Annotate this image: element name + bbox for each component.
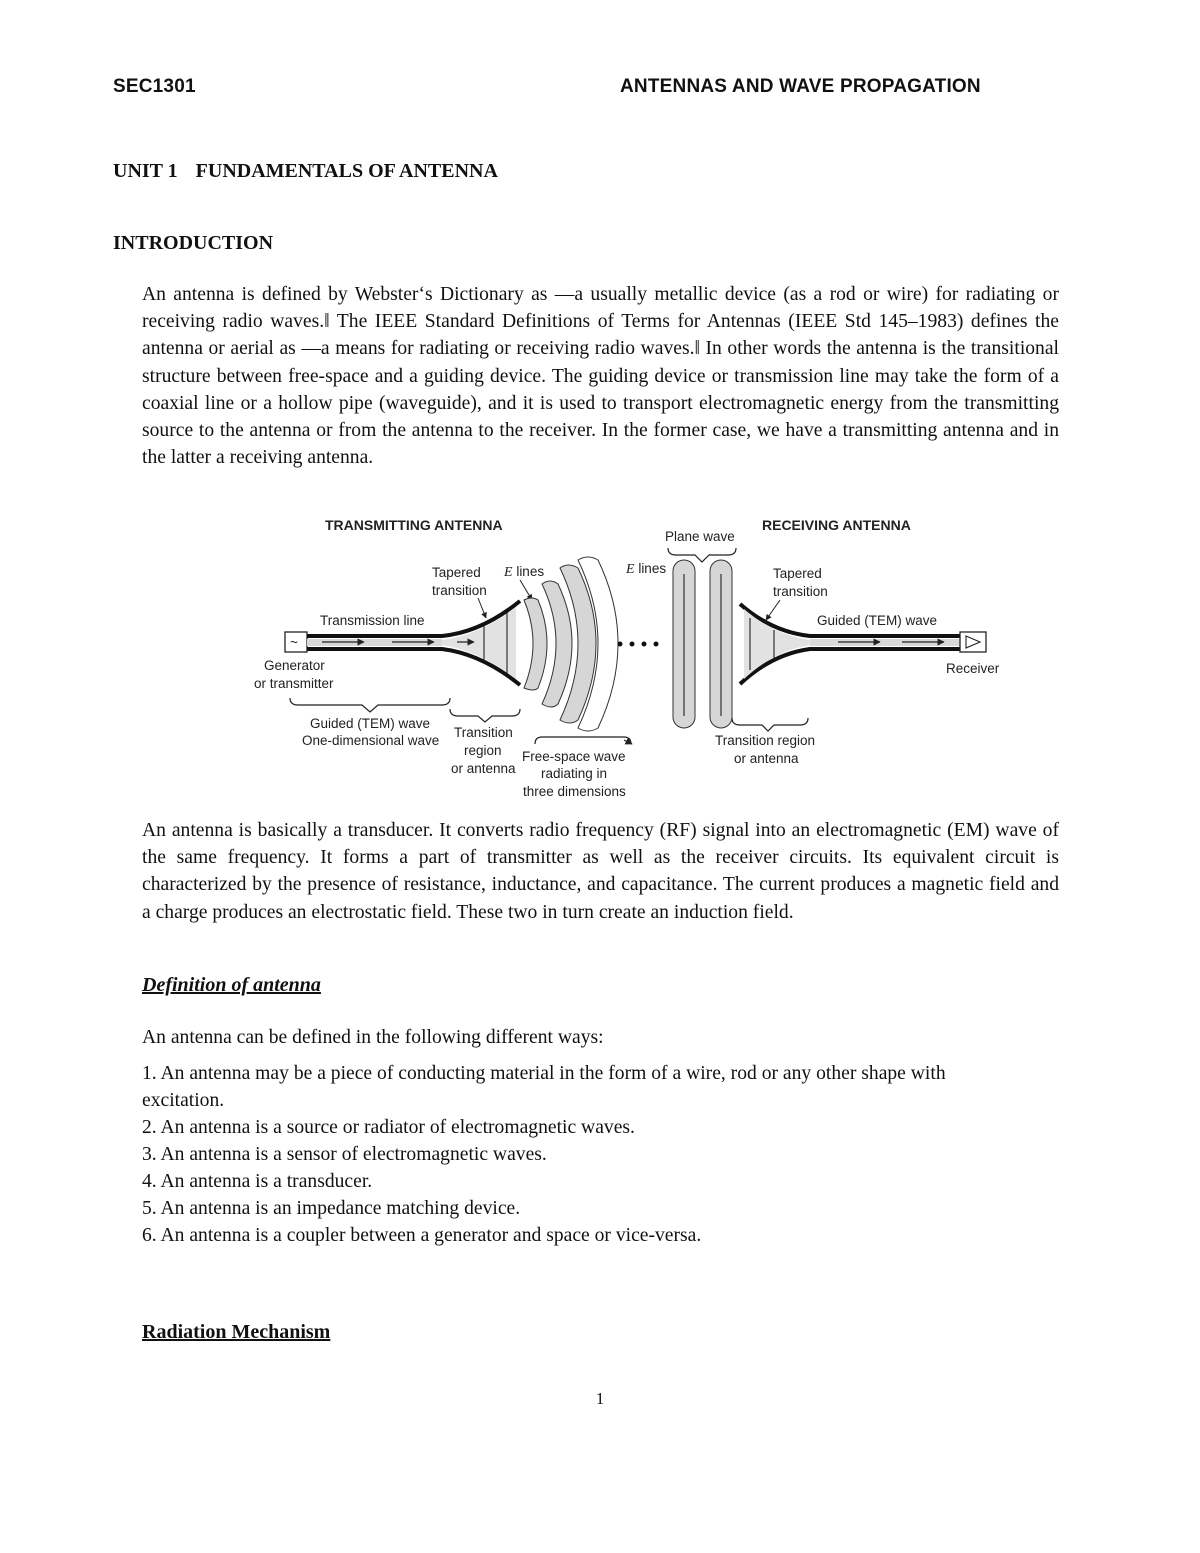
definition-item: 1. An antenna may be a piece of conducting material in the form of a wire, rod or any other shape with excitation.: [142, 1063, 946, 1111]
tx-wavefront-1: [524, 598, 547, 690]
free-space-label-2: radiating in: [541, 766, 608, 781]
tx-transition-label-1: Transition: [454, 725, 513, 740]
rx-guided-tem-label: Guided (TEM) wave: [817, 613, 938, 628]
definition-item: 4. An antenna is a transducer.: [142, 1171, 373, 1192]
definition-item: 3. An antenna is a sensor of electromagnetic waves.: [142, 1144, 547, 1165]
propagation-dot-2: [630, 642, 635, 647]
tx-e-lines-label: E lines: [504, 564, 545, 580]
tx-guided-label-2: One-dimensional wave: [302, 733, 440, 748]
generator-symbol: ~: [290, 635, 298, 650]
rx-transition-label-1: Transition region: [715, 733, 816, 748]
tx-guided-brace: [290, 698, 450, 712]
unit-heading: [113, 160, 498, 183]
tx-tapered-label-1: Tapered: [432, 565, 481, 580]
rx-tapered-pointer: [766, 600, 780, 620]
tx-transition-label-2: region: [464, 743, 502, 758]
receiver-box: [960, 632, 986, 652]
tx-tapered-label-2: transition: [432, 583, 487, 598]
transducer-paragraph: An antenna is basically a transducer. It converts radio frequency (RF) signal into an electromagnetic (EM) wave of the same frequency. It forms a part of transmitter as well as the receiver circuits. Its equivalent circuit is characterized by the presence of resistance, inductance, and capacitance. The current produces a magnetic field and a charge produces an electrostatic field. These two in turn create an induction field.: [142, 820, 1059, 923]
definition-item: 5. An antenna is an impedance matching device.: [142, 1198, 521, 1219]
course-code: SEC1301: [113, 76, 196, 97]
generator-label-2: or transmitter: [254, 676, 334, 691]
rx-transition-label-2: or antenna: [734, 751, 799, 766]
plane-wave-brace: [668, 548, 736, 562]
definition-heading: Definition of antenna: [142, 974, 321, 996]
definition-item: 2. An antenna is a source or radiator of electromagnetic waves.: [142, 1117, 635, 1138]
propagation-dot-4: [654, 642, 659, 647]
unit-title: FUNDAMENTALS OF ANTENNA: [195, 160, 498, 182]
propagation-dot-1: [618, 642, 623, 647]
propagation-dot-3: [642, 642, 647, 647]
radiation-mechanism-heading: Radiation Mechanism: [142, 1321, 331, 1343]
tx-transition-label-3: or antenna: [451, 761, 516, 776]
definition-list: [142, 1060, 1022, 1249]
definition-intro: An antenna can be defined in the following different ways:: [142, 1027, 604, 1048]
definition-item: 6. An antenna is a coupler between a generator and space or vice-versa.: [142, 1225, 702, 1246]
receiver-label: Receiver: [946, 661, 1000, 676]
rx-transition-brace: [732, 718, 808, 731]
plane-wave-label: Plane wave: [665, 529, 735, 544]
rx-e-lines-label: E lines: [626, 561, 667, 577]
unit-number: UNIT 1: [113, 160, 178, 182]
generator-label-1: Generator: [264, 658, 325, 673]
tx-tapered-pointer: [478, 598, 486, 618]
antenna-diagram: [252, 508, 1012, 808]
introduction-paragraph: An antenna is defined by Webster‘s Dictionary as ―a usually metallic device (as a rod or wire) for radiating or receiving radio waves.‖ The IEEE Standard Definitions of Terms for Antennas (IEEE Std 145–1983) defines the antenna or aerial as ―a means for radiating or receiving radio waves.‖ In other words the antenna is the transitional structure between free-space and a guiding device. The guiding device or transmission line may take the form of a coaxial line or a hollow pipe (waveguide), and it is used to transport electromagnetic energy from the transmitting source to the antenna or from the antenna to the receiver. In the former case, we have a transmitting antenna and in the latter a receiving antenna.: [142, 284, 1059, 469]
introduction-heading: INTRODUCTION: [113, 232, 274, 254]
course-title: ANTENNAS AND WAVE PROPAGATION: [620, 76, 981, 97]
rx-tapered-label-2: transition: [773, 584, 828, 599]
free-space-label-1: Free-space wave: [522, 749, 626, 764]
receiving-antenna-title: RECEIVING ANTENNA: [762, 517, 911, 533]
free-space-label-3: three dimensions: [523, 784, 626, 799]
rx-tapered-label-1: Tapered: [773, 566, 822, 581]
rx-taper-fill: [744, 609, 810, 679]
tx-transition-brace: [450, 709, 520, 722]
transmitting-antenna-title: TRANSMITTING ANTENNA: [325, 517, 503, 533]
transmission-line-label: Transmission line: [320, 613, 425, 628]
page-number: 1: [595, 1389, 605, 1408]
tx-taper-fill: [442, 607, 516, 679]
tx-guided-label-1: Guided (TEM) wave: [310, 716, 431, 731]
free-space-bracket: [535, 737, 631, 744]
tx-e-lines-pointer: [520, 580, 532, 600]
